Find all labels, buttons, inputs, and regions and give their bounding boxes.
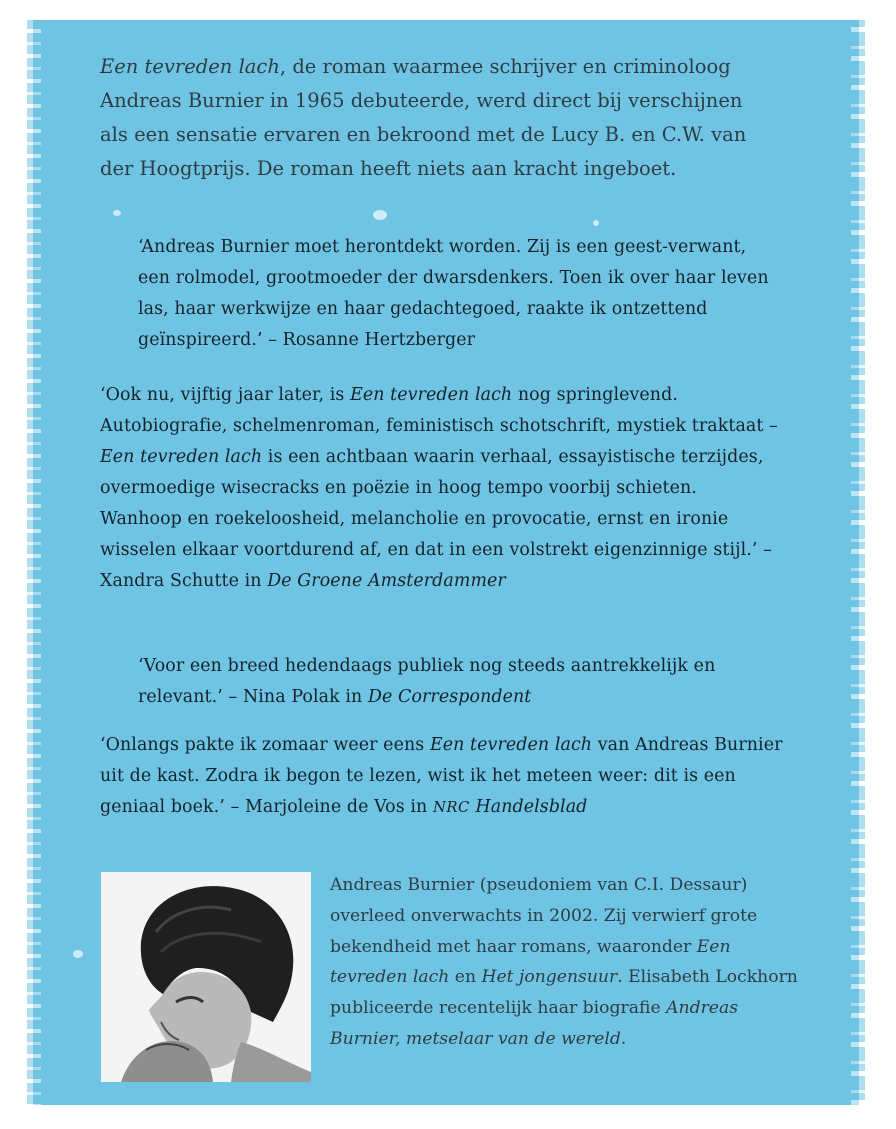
quote-text: ‘Ook nu, vijftig jaar later, is	[100, 385, 351, 405]
quote-text: ‘Voor een breed hedendaags publiek nog steeds aantrekkelijk en relevant.’ – Nina Polak in	[138, 656, 716, 707]
quote-source-prefix: NRC	[432, 799, 470, 816]
quote-source: De Correspondent	[367, 687, 532, 707]
quote-de-vos	[100, 730, 800, 823]
quote-text: ‘Andreas Burnier moet herontdekt worden. Zij is een geest-verwant, een rolmodel, grootmoeder der dwarsdenkers. Toen ik over haar leven las, haar werkwijze en haar gedachtegoed, raakte ik ontzettend geïnspireerd.’ – Rosanne Hertzberger	[138, 237, 769, 350]
bio-text: . Elisabeth Lockhorn publiceerde recentelijk haar biografie	[330, 967, 798, 1019]
book-title: Een tevreden lach	[429, 735, 593, 755]
torn-edge-right	[851, 20, 865, 1105]
paper-speck	[113, 210, 121, 216]
book-title: Andreas Burnier, metselaar van de wereld	[330, 998, 739, 1049]
bio-text: .	[620, 1028, 627, 1049]
quote-schutte	[100, 380, 780, 597]
quote-hertzberger	[138, 232, 778, 356]
book-title: Een tevreden lach	[350, 385, 513, 405]
book-title: Een tevreden lach	[330, 936, 731, 988]
quote-source: Handelsblad	[469, 797, 588, 817]
intro-text: , de roman waarmee schrijver en criminoloog Andreas Burnier in 1965 debuteerde, werd direct bij verschijnen als een sensatie ervaren en bekroond met de Lucy B. en C.W. van der Hoogtprijs. De roman heeft niets aan kracht ingeboet.	[100, 55, 747, 180]
quote-text: nog springlevend. Autobiografie, schelmenroman, feministisch schotschrift, mystiek traktaat –	[100, 385, 778, 436]
quote-text: is een achtbaan waarin verhaal, essayistische terzijdes, overmoedige wisecracks en poëzie in hoog tempo voorbij schieten. Wanhoop en roekeloosheid, melancholie en provocatie, ernst en ironie wisselen elkaar voortdurend af, en dat in een volstrekt eigenzinnige stijl.’ – Xandra Schutte in	[100, 447, 772, 591]
torn-edge-left	[27, 20, 41, 1105]
bio-text: Andreas Burnier (pseudoniem van C.I. Dessaur) overleed onverwachts in 2002. Zij verwierf grote bekendheid met haar romans, waaronder	[330, 875, 758, 957]
intro-paragraph	[100, 50, 760, 186]
quote-source: De Groene Amsterdammer	[267, 571, 506, 591]
book-title: Een tevreden lach	[100, 447, 263, 467]
paper-speck	[73, 950, 83, 958]
quote-text: van Andreas Burnier uit de kast. Zodra ik begon te lezen, wist ik het meteen weer: dit is een geniaal boek.’ – Marjoleine de Vos in	[100, 735, 783, 817]
paper-speck	[593, 220, 599, 226]
quote-text: ‘Onlangs pakte ik zomaar weer eens	[100, 735, 430, 755]
author-portrait-image	[101, 872, 311, 1082]
author-photo	[101, 872, 311, 1082]
author-bio	[330, 870, 800, 1055]
bio-text: en	[449, 967, 482, 988]
paper-speck	[373, 210, 387, 220]
quote-polak	[138, 651, 778, 713]
book-title: Het jongensuur	[481, 967, 618, 988]
book-title: Een tevreden lach	[100, 55, 280, 78]
